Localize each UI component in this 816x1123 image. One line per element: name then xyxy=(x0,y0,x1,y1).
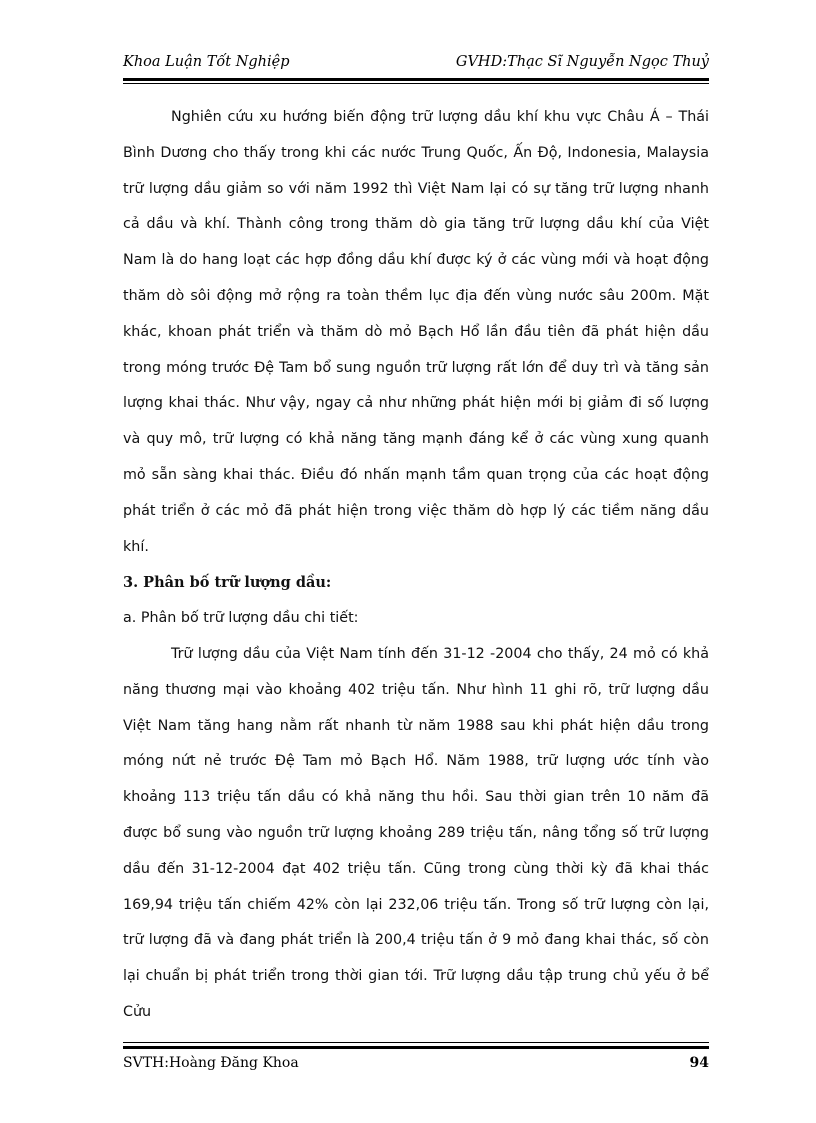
section-heading: 3. Phân bố trữ lượng dầu: xyxy=(123,574,332,592)
header-thesis-title: Khoa Luận Tốt Nghiệp xyxy=(123,54,290,70)
paragraph-trend-analysis: Nghiên cứu xu hướng biến động trữ lượng dầu khí khu vực Châu Á – Thái Bình Dương cho thấy trong khi các nước Trung Quốc, Ấn Độ, Indonesia, Malaysia trữ lượng dầu giảm so với năm 1992 thì Việt Nam lại có sự tăng trữ lượng nhanh cả dầu và khí. Thành công trong thăm dò gia tăng trữ lượng dầu khí của Việt Nam là do hang loạt các hợp đồng dầu khí được ký ở các vùng mới và hoạt động thăm dò sôi động mở rộng ra toàn thềm lục địa đến vùng nước sâu 200m. Mặt khác, khoan phát triển và thăm dò mỏ Bạch Hổ lần đầu tiên đã phát hiện dầu trong móng trước Đệ Tam bổ sung nguồn trữ lượng rất lớn để duy trì và tăng sản lượng khai thác. Như vậy, ngay cả như những phát hiện mới bị giảm đi số lượng và quy mô, trữ lượng có khả năng tăng mạnh đáng kể ở các vùng xung quanh mỏ sẵn sàng khai thác. Điều đó nhấn mạnh tầm quan trọng của các hoạt động phát triển ở các mỏ đã phát hiện trong việc thăm dò hợp lý các tiềm năng dầu khí. xyxy=(123,109,709,555)
paragraph-reserves-detail: Trữ lượng dầu của Việt Nam tính đến 31-12 -2004 cho thấy, 24 mỏ có khả năng thương mại vào khoảng 402 triệu tấn. Như hình 11 ghi rõ, trữ lượng dầu Việt Nam tăng hang nằm rất nhanh từ năm 1988 sau khi phát hiện dầu trong móng nứt nẻ trước Đệ Tam mỏ Bạch Hổ. Năm 1988, trữ lượng ước tính vào khoảng 113 triệu tấn dầu có khả năng thu hồi. Sau thời gian trên 10 năm đã được bổ sung vào nguồn trữ lượng khoảng 289 triệu tấn, nâng tổng số trữ lượng dầu đến 31-12-2004 đạt 402 triệu tấn. Cũng trong cùng thời kỳ đã khai thác 169,94 triệu tấn chiếm 42% còn lại 232,06 triệu tấn. Trong số trữ lượng còn lại, trữ lượng đã và đang phát triển là 200,4 triệu tấn ở 9 mỏ đang khai thác, số còn lại chuẩn bị phát triển trong thời gian tới. Trữ lượng dầu tập trung chủ yếu ở bể Cửu xyxy=(123,645,709,1020)
subsection-heading: a. Phân bố trữ lượng dầu chi tiết: xyxy=(123,610,359,627)
page-footer xyxy=(123,1053,709,1077)
footer-rule-thin xyxy=(123,1042,709,1043)
footer-author: SVTH:Hoàng Đăng Khoa xyxy=(123,1055,299,1071)
page-number: 94 xyxy=(689,1055,709,1071)
footer-rule-thick xyxy=(123,1046,709,1049)
header-advisor: GVHD:Thạc Sĩ Nguyễn Ngọc Thuỷ xyxy=(455,54,709,70)
page-header xyxy=(123,50,709,76)
body-text xyxy=(123,100,709,1031)
header-rule-thick xyxy=(123,78,709,81)
header-rule-thin xyxy=(123,83,709,84)
